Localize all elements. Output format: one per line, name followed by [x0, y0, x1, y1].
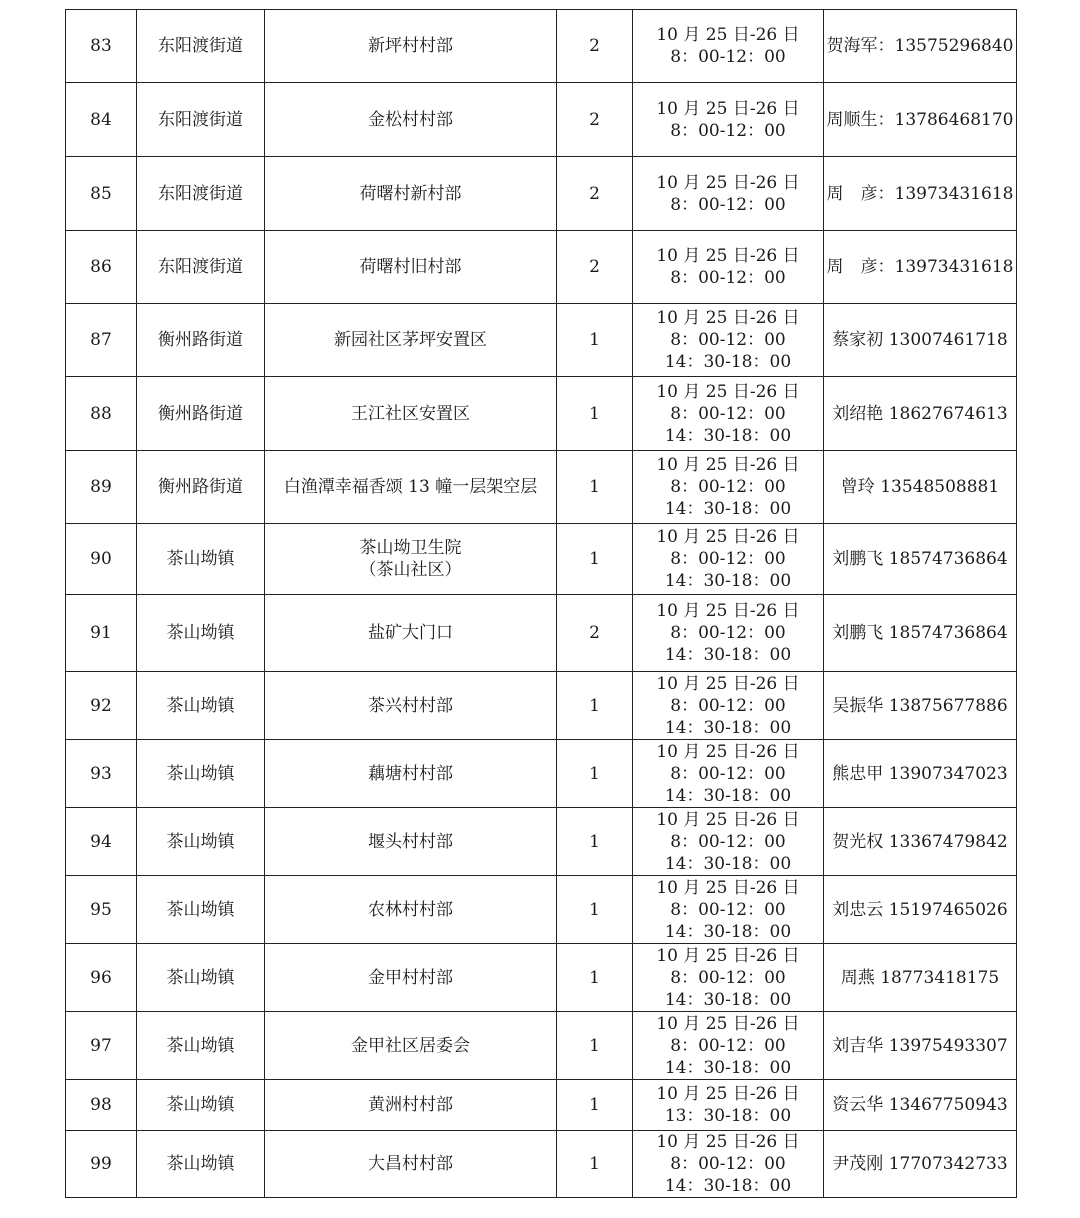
- service-time-line: 14：30-18：00: [664, 352, 792, 372]
- table-row: [66, 1080, 1017, 1131]
- street-name: 衡州路街道: [137, 377, 265, 451]
- contact-person: 刘鹏飞 18574736864: [824, 595, 1017, 672]
- service-time-line: 10 月 25 日-26 日: [656, 98, 800, 119]
- site-name: [265, 808, 557, 876]
- sampling-point-count: 1: [557, 1131, 633, 1198]
- service-time-line: 8：00-12：00: [670, 330, 786, 350]
- site-name-line: 荷曙村新村部: [359, 183, 462, 204]
- site-name-line: 黄洲村村部: [368, 1095, 453, 1115]
- sampling-point-count: 1: [557, 740, 633, 808]
- contact-person: 周 彦：13973431618: [824, 157, 1017, 231]
- site-name: [265, 10, 557, 83]
- service-time: [633, 83, 824, 157]
- service-time-line: 10 月 25 日-26 日: [656, 172, 800, 193]
- contact-person: 贺光权 13367479842: [824, 808, 1017, 876]
- service-time-line: 8：00-12：00: [670, 549, 786, 569]
- street-name: 东阳渡街道: [137, 231, 265, 304]
- site-name: [265, 524, 557, 595]
- contact-person: 尹茂刚 17707342733: [824, 1131, 1017, 1198]
- service-time-line: 14：30-18：00: [664, 717, 792, 738]
- service-time-line: 10 月 25 日-26 日: [656, 381, 800, 402]
- site-name: [265, 876, 557, 944]
- sampling-point-count: 2: [557, 595, 633, 672]
- service-time-line: 14：30-18：00: [664, 785, 792, 806]
- site-name: [265, 595, 557, 672]
- service-time-line: 10 月 25 日-26 日: [656, 1013, 800, 1034]
- service-time: [633, 231, 824, 304]
- site-name-line: 荷曙村旧村部: [359, 257, 462, 277]
- service-time-line: 14：30-18：00: [664, 499, 792, 519]
- sampling-point-count: 1: [557, 451, 633, 524]
- service-time-line: 10 月 25 日-26 日: [656, 527, 800, 547]
- service-time-line: 8：00-12：00: [670, 194, 786, 215]
- service-time-line: 10 月 25 日-26 日: [656, 308, 800, 328]
- service-time: [633, 1012, 824, 1080]
- service-time-line: 10 月 25 日-26 日: [656, 1132, 800, 1152]
- sampling-point-count: 1: [557, 876, 633, 944]
- sampling-point-count: 2: [557, 157, 633, 231]
- service-time-line: 8：00-12：00: [670, 403, 786, 424]
- row-number: 86: [66, 231, 137, 304]
- site-name-line: 金松村村部: [368, 109, 453, 130]
- service-time-line: 8：00-12：00: [670, 268, 786, 288]
- service-time-line: 8：00-12：00: [670, 1035, 786, 1056]
- sampling-point-count: 1: [557, 944, 633, 1012]
- table-row: [66, 1012, 1017, 1080]
- row-number: 83: [66, 10, 137, 83]
- site-name-line: 茶兴村村部: [368, 695, 453, 716]
- service-time: [633, 944, 824, 1012]
- service-time: [633, 740, 824, 808]
- table-body: [66, 10, 1017, 1198]
- contact-person: 曾玲 13548508881: [824, 451, 1017, 524]
- site-name: [265, 672, 557, 740]
- contact-person: 吴振华 13875677886: [824, 672, 1017, 740]
- table-row: [66, 944, 1017, 1012]
- service-time-line: 14：30-18：00: [664, 989, 792, 1010]
- row-number: 96: [66, 944, 137, 1012]
- contact-person: 刘吉华 13975493307: [824, 1012, 1017, 1080]
- service-time-line: 10 月 25 日-26 日: [656, 945, 800, 966]
- sampling-point-count: 2: [557, 83, 633, 157]
- site-name-line: 大昌村村部: [368, 1154, 453, 1174]
- row-number: 84: [66, 83, 137, 157]
- row-number: 88: [66, 377, 137, 451]
- service-time-line: 8：00-12：00: [670, 831, 786, 852]
- service-time-line: 14：30-18：00: [664, 853, 792, 874]
- service-time-line: 14：30-18：00: [664, 1176, 792, 1196]
- contact-person: 周顺生：13786468170: [824, 83, 1017, 157]
- site-name: [265, 1012, 557, 1080]
- sampling-point-count: 1: [557, 524, 633, 595]
- site-name-line: 新园社区茅坪安置区: [334, 330, 487, 350]
- site-name-line: 盐矿大门口: [368, 623, 453, 643]
- row-number: 92: [66, 672, 137, 740]
- service-time: [633, 1131, 824, 1198]
- service-time-line: 10 月 25 日-26 日: [656, 1084, 800, 1104]
- contact-person: 刘绍艳 18627674613: [824, 377, 1017, 451]
- service-time-line: 8：00-12：00: [670, 899, 786, 920]
- street-name: 东阳渡街道: [137, 10, 265, 83]
- sampling-point-count: 1: [557, 304, 633, 377]
- testing-sites-table: [65, 9, 1017, 1198]
- service-time: [633, 157, 824, 231]
- service-time-line: 14：30-18：00: [664, 571, 792, 591]
- street-name: 茶山坳镇: [137, 876, 265, 944]
- table-row: [66, 876, 1017, 944]
- site-name: [265, 231, 557, 304]
- service-time: [633, 876, 824, 944]
- site-name-line: 藕塘村村部: [368, 763, 453, 784]
- contact-person: 蔡家初 13007461718: [824, 304, 1017, 377]
- service-time-line: 10 月 25 日-26 日: [656, 741, 800, 762]
- service-time-line: 8：00-12：00: [670, 763, 786, 784]
- service-time: [633, 672, 824, 740]
- street-name: 东阳渡街道: [137, 83, 265, 157]
- row-number: 97: [66, 1012, 137, 1080]
- row-number: 89: [66, 451, 137, 524]
- street-name: 茶山坳镇: [137, 672, 265, 740]
- site-name: [265, 944, 557, 1012]
- service-time-line: 10 月 25 日-26 日: [656, 673, 800, 694]
- row-number: 87: [66, 304, 137, 377]
- site-name-line: 新坪村村部: [368, 36, 453, 56]
- service-time: [633, 1080, 824, 1131]
- street-name: 茶山坳镇: [137, 944, 265, 1012]
- service-time: [633, 524, 824, 595]
- site-name: [265, 740, 557, 808]
- site-name: [265, 1080, 557, 1131]
- row-number: 98: [66, 1080, 137, 1131]
- site-name: [265, 157, 557, 231]
- table-row: [66, 304, 1017, 377]
- contact-person: 熊忠甲 13907347023: [824, 740, 1017, 808]
- service-time: [633, 808, 824, 876]
- street-name: 东阳渡街道: [137, 157, 265, 231]
- sampling-point-count: 1: [557, 377, 633, 451]
- table-row: [66, 451, 1017, 524]
- table-row: [66, 157, 1017, 231]
- site-name: [265, 377, 557, 451]
- sampling-point-count: 2: [557, 231, 633, 304]
- table-row: [66, 83, 1017, 157]
- site-name: [265, 451, 557, 524]
- service-time: [633, 304, 824, 377]
- sampling-point-count: 1: [557, 672, 633, 740]
- service-time: [633, 377, 824, 451]
- service-time-line: 8：00-12：00: [670, 477, 786, 497]
- street-name: 茶山坳镇: [137, 740, 265, 808]
- sampling-point-count: 1: [557, 1080, 633, 1131]
- table-row: [66, 672, 1017, 740]
- service-time-line: 8：00-12：00: [670, 967, 786, 988]
- site-name: [265, 1131, 557, 1198]
- service-time-line: 14：30-18：00: [664, 1057, 792, 1078]
- contact-person: 刘忠云 15197465026: [824, 876, 1017, 944]
- table-row: [66, 1131, 1017, 1198]
- site-name-line: 茶山坳卫生院: [359, 538, 462, 558]
- service-time: [633, 595, 824, 672]
- street-name: 茶山坳镇: [137, 1080, 265, 1131]
- row-number: 93: [66, 740, 137, 808]
- row-number: 91: [66, 595, 137, 672]
- service-time-line: 14：30-18：00: [664, 425, 792, 446]
- contact-person: 周燕 18773418175: [824, 944, 1017, 1012]
- site-name: [265, 304, 557, 377]
- site-name-line: 白渔潭幸福香颂 13 幢一层架空层: [283, 477, 538, 497]
- site-name-line: 王江社区安置区: [351, 403, 470, 424]
- row-number: 90: [66, 524, 137, 595]
- table-row: [66, 595, 1017, 672]
- street-name: 茶山坳镇: [137, 1131, 265, 1198]
- street-name: 衡州路街道: [137, 304, 265, 377]
- contact-person: 资云华 13467750943: [824, 1080, 1017, 1131]
- table-row: [66, 231, 1017, 304]
- street-name: 茶山坳镇: [137, 808, 265, 876]
- service-time-line: 8：00-12：00: [670, 695, 786, 716]
- service-time-line: 14：30-18：00: [664, 645, 792, 665]
- street-name: 茶山坳镇: [137, 1012, 265, 1080]
- table-row: [66, 377, 1017, 451]
- row-number: 99: [66, 1131, 137, 1198]
- service-time-line: 13：30-18：00: [664, 1106, 792, 1126]
- service-time-line: 10 月 25 日-26 日: [656, 455, 800, 475]
- site-name-line: 金甲社区居委会: [351, 1035, 470, 1056]
- service-time-line: 10 月 25 日-26 日: [656, 809, 800, 830]
- service-time-line: 10 月 25 日-26 日: [656, 877, 800, 898]
- site-name-line: 堰头村村部: [368, 831, 453, 852]
- street-name: 茶山坳镇: [137, 595, 265, 672]
- service-time-line: 10 月 25 日-26 日: [656, 25, 800, 45]
- site-name-line: （茶山社区）: [359, 560, 462, 580]
- sampling-point-count: 1: [557, 1012, 633, 1080]
- contact-person: 贺海军：13575296840: [824, 10, 1017, 83]
- street-name: 茶山坳镇: [137, 524, 265, 595]
- row-number: 85: [66, 157, 137, 231]
- table-row: [66, 808, 1017, 876]
- table-row: [66, 524, 1017, 595]
- sampling-point-count: 1: [557, 808, 633, 876]
- site-name-line: 金甲村村部: [368, 967, 453, 988]
- site-name: [265, 83, 557, 157]
- service-time-line: 10 月 25 日-26 日: [656, 601, 800, 621]
- site-name-line: 农林村村部: [368, 899, 453, 920]
- service-time: [633, 10, 824, 83]
- service-time-line: 8：00-12：00: [670, 1154, 786, 1174]
- row-number: 95: [66, 876, 137, 944]
- contact-person: 刘鹏飞 18574736864: [824, 524, 1017, 595]
- service-time-line: 8：00-12：00: [670, 47, 786, 67]
- sampling-point-count: 2: [557, 10, 633, 83]
- service-time-line: 10 月 25 日-26 日: [656, 246, 800, 266]
- service-time-line: 8：00-12：00: [670, 120, 786, 141]
- row-number: 94: [66, 808, 137, 876]
- table-row: [66, 10, 1017, 83]
- service-time: [633, 451, 824, 524]
- service-time-line: 14：30-18：00: [664, 921, 792, 942]
- street-name: 衡州路街道: [137, 451, 265, 524]
- table-row: [66, 740, 1017, 808]
- service-time-line: 8：00-12：00: [670, 623, 786, 643]
- contact-person: 周 彦：13973431618: [824, 231, 1017, 304]
